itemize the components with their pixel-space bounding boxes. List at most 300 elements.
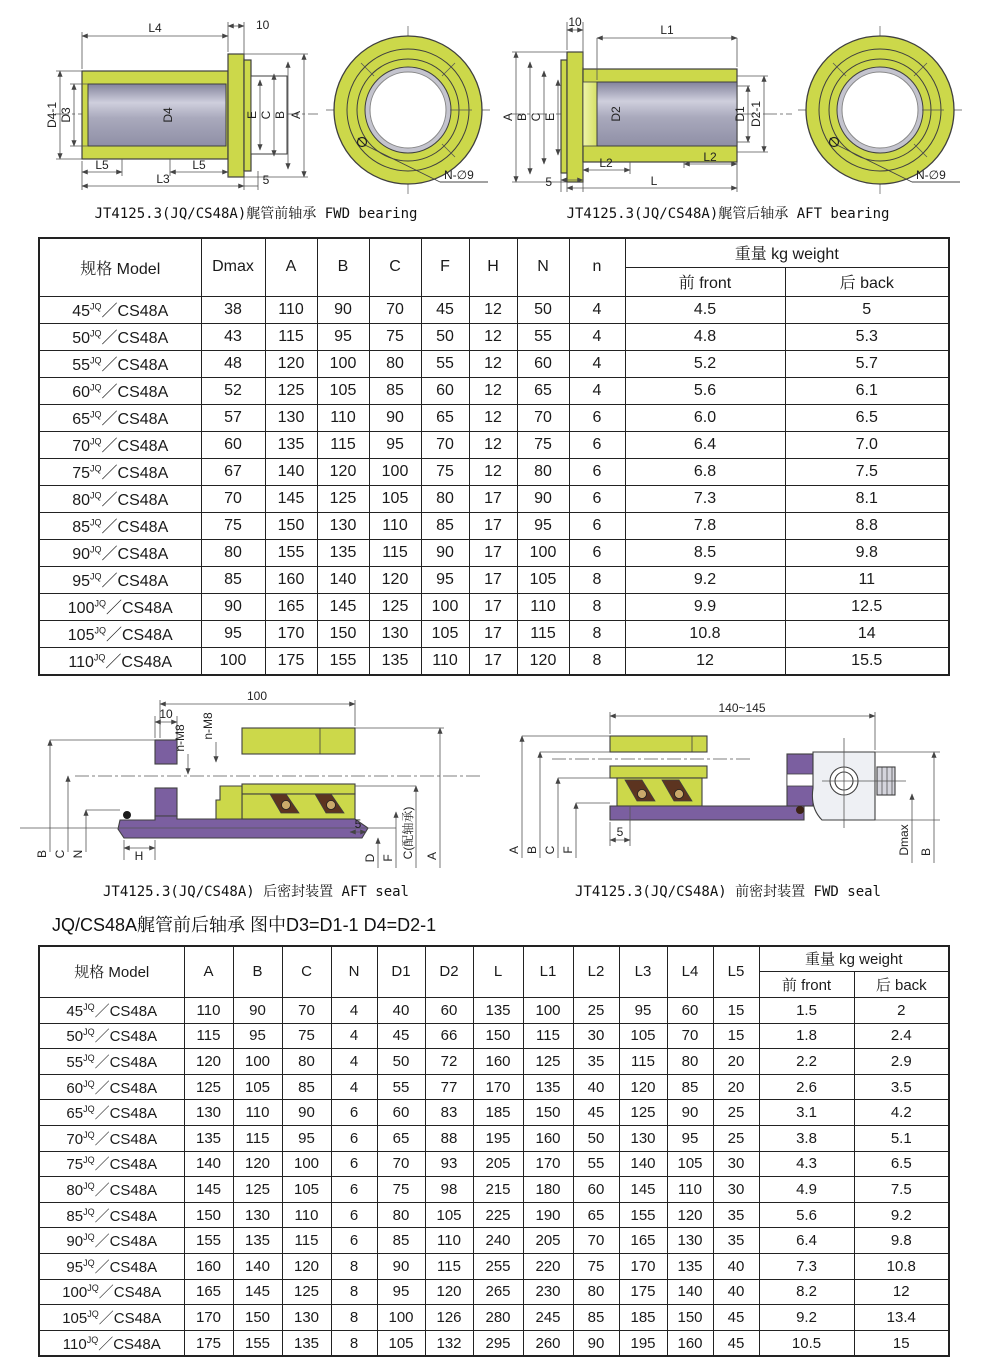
table-cell: 95	[517, 512, 569, 539]
table-cell: 135	[523, 1074, 573, 1100]
model-cell: $70^{JQ}/CS48A$	[39, 1125, 184, 1151]
table-cell: 110	[265, 296, 317, 323]
table-cell: 100	[282, 1151, 331, 1177]
model-cell: $90^{JQ}/CS48A$	[39, 1228, 184, 1254]
model-superscript: JQ	[83, 1104, 95, 1114]
table-cell: 135	[369, 647, 421, 675]
table-cell: 110	[282, 1202, 331, 1228]
table-cell: 35	[573, 1049, 619, 1075]
table-cell: 38	[201, 296, 265, 323]
table-cell: 135	[282, 1330, 331, 1356]
model-cell: $70^{JQ}/CS48A$	[39, 431, 201, 458]
table-cell: 4.8	[625, 323, 785, 350]
table-cell: 15	[713, 1023, 759, 1049]
table-cell: 8.8	[785, 512, 949, 539]
column-header: C	[282, 946, 331, 998]
model-cell: $90^{JQ}/CS48A$	[39, 539, 201, 566]
model-superscript: JQ	[90, 545, 102, 555]
table-cell: 9.8	[785, 539, 949, 566]
table-cell: 17	[469, 647, 517, 675]
weight-header: 重量 kg weight	[625, 238, 949, 267]
table-cell: 7.3	[625, 485, 785, 512]
front-header: 前 front	[759, 972, 854, 998]
table-cell: 105	[667, 1151, 713, 1177]
dim-label: B	[273, 111, 287, 119]
table-cell: 20	[713, 1049, 759, 1075]
table-cell: 17	[469, 539, 517, 566]
table-cell: 115	[184, 1023, 233, 1049]
table-cell: 105	[425, 1202, 473, 1228]
model-superscript: JQ	[90, 491, 102, 501]
model-superscript: JQ	[83, 1181, 95, 1191]
column-header: n	[569, 238, 625, 296]
table-cell: 60	[201, 431, 265, 458]
dim-label: B	[919, 847, 933, 855]
table-cell: 75	[421, 458, 469, 485]
table-cell: 125	[619, 1100, 667, 1126]
table-row	[39, 1279, 949, 1305]
table-cell: 8	[331, 1253, 377, 1279]
dim-label: 5	[545, 175, 552, 189]
table-cell: 6.1	[785, 377, 949, 404]
table-cell: 6	[569, 458, 625, 485]
aft-seal-drawing	[20, 688, 492, 874]
table-cell: 280	[473, 1305, 523, 1331]
table-cell: 12.5	[785, 593, 949, 620]
table-cell: 12	[469, 350, 517, 377]
table-cell: 80	[201, 539, 265, 566]
table-cell: 6.8	[625, 458, 785, 485]
top-drawings-row	[20, 14, 985, 223]
table-cell: 3.8	[759, 1125, 854, 1151]
table-cell: 185	[473, 1100, 523, 1126]
table-cell: 105	[317, 377, 369, 404]
table-cell: 65	[377, 1125, 425, 1151]
column-header: B	[233, 946, 282, 998]
model-cell: $85^{JQ}/CS48A$	[39, 1202, 184, 1228]
table-cell: 6	[331, 1202, 377, 1228]
table-cell: 105	[517, 566, 569, 593]
model-cell: $45^{JQ}/CS48A$	[39, 998, 184, 1024]
dim-label: 10	[568, 15, 582, 29]
table-cell: 12	[469, 296, 517, 323]
table-cell: 110	[369, 512, 421, 539]
table-row	[39, 1177, 949, 1203]
table-cell: 145	[184, 1177, 233, 1203]
table-cell: 220	[523, 1253, 573, 1279]
table-cell: 7.5	[854, 1177, 949, 1203]
table-cell: 52	[201, 377, 265, 404]
dim-label: A	[425, 851, 439, 859]
bearing-spec-table	[38, 237, 950, 676]
table-cell: 125	[282, 1279, 331, 1305]
table-cell: 80	[282, 1049, 331, 1075]
column-header: 规格 Model	[39, 946, 184, 998]
table-cell: 230	[523, 1279, 573, 1305]
table-cell: 5.3	[785, 323, 949, 350]
dim-label: L4	[148, 21, 162, 35]
table-cell: 160	[184, 1253, 233, 1279]
table-row	[39, 566, 949, 593]
table-cell: 90	[369, 404, 421, 431]
table-cell: 85	[421, 512, 469, 539]
table-cell: 2	[854, 998, 949, 1024]
table-cell: 10.8	[854, 1253, 949, 1279]
table-cell: 170	[265, 620, 317, 647]
table-cell: 110	[184, 998, 233, 1024]
table-cell: 4	[569, 377, 625, 404]
table-cell: 150	[473, 1023, 523, 1049]
dim-label: L5	[95, 158, 109, 172]
dim-label: F	[381, 854, 395, 861]
table-cell: 98	[425, 1177, 473, 1203]
table-cell: 175	[265, 647, 317, 675]
table-row	[39, 485, 949, 512]
model-superscript: JQ	[90, 302, 102, 312]
model-cell: $100^{JQ}/CS48A$	[39, 1279, 184, 1305]
table-cell: 6	[569, 404, 625, 431]
model-superscript: JQ	[90, 329, 102, 339]
table-cell: 95	[201, 620, 265, 647]
model-superscript: JQ	[90, 464, 102, 474]
table-cell: 120	[517, 647, 569, 675]
table-cell: 100	[377, 1305, 425, 1331]
table-cell: 3.1	[759, 1100, 854, 1126]
dim-label: D3	[59, 107, 73, 123]
dim-label: D2-1	[749, 101, 763, 127]
dim-label: A	[501, 113, 515, 121]
fwd-seal-block	[492, 688, 964, 901]
table-cell: 90	[317, 296, 369, 323]
table-cell: 8	[569, 620, 625, 647]
table-cell: 190	[523, 1202, 573, 1228]
table-cell: 93	[425, 1151, 473, 1177]
table-cell: 70	[369, 296, 421, 323]
dim-label: B	[515, 113, 529, 121]
table-cell: 45	[421, 296, 469, 323]
table-cell: 135	[317, 539, 369, 566]
table-cell: 50	[421, 323, 469, 350]
table-cell: 155	[619, 1202, 667, 1228]
model-cell: $105^{JQ}/CS48A$	[39, 620, 201, 647]
column-header: L1	[523, 946, 573, 998]
middle-drawings-row	[20, 688, 985, 901]
dim-label: C(配轴承)	[400, 806, 415, 859]
table-cell: 170	[473, 1074, 523, 1100]
table-cell: 4	[569, 296, 625, 323]
table-cell: 10.5	[759, 1330, 854, 1356]
table-cell: 170	[523, 1151, 573, 1177]
table-row	[39, 1330, 949, 1356]
model-cell: $55^{JQ}/CS48A$	[39, 350, 201, 377]
table-cell: 75	[573, 1253, 619, 1279]
column-header: B	[317, 238, 369, 296]
dim-label: C	[259, 110, 273, 119]
table-cell: 60	[517, 350, 569, 377]
table-cell: 45	[573, 1100, 619, 1126]
table-row	[39, 377, 949, 404]
aft-seal-caption: JT4125.3(JQ/CS48A) 后密封装置 AFT seal	[20, 881, 492, 901]
table-cell: 75	[377, 1177, 425, 1203]
table-cell: 105	[421, 620, 469, 647]
table-cell: 12	[469, 458, 517, 485]
table-cell: 120	[265, 350, 317, 377]
table-cell: 85	[573, 1305, 619, 1331]
table-cell: 4	[569, 350, 625, 377]
table-cell: 110	[233, 1100, 282, 1126]
table-cell: 8	[331, 1279, 377, 1305]
dim-label: F	[561, 846, 575, 853]
table-cell: 110	[317, 404, 369, 431]
model-superscript: JQ	[90, 410, 102, 420]
table-cell: 2.9	[854, 1049, 949, 1075]
table-cell: 115	[265, 323, 317, 350]
model-cell: $80^{JQ}/CS48A$	[39, 485, 201, 512]
table-row	[39, 1074, 949, 1100]
table-cell: 4	[331, 998, 377, 1024]
dim-label: A	[507, 845, 521, 853]
dim-label: C	[53, 849, 67, 858]
weight-header: 重量 kg weight	[759, 946, 949, 972]
table-cell: 17	[469, 512, 517, 539]
model-cell: $80^{JQ}/CS48A$	[39, 1177, 184, 1203]
column-header: N	[331, 946, 377, 998]
table-cell: 125	[317, 485, 369, 512]
table-cell: 70	[573, 1228, 619, 1254]
table-cell: 15.5	[785, 647, 949, 675]
table-cell: 9.9	[625, 593, 785, 620]
table-cell: 105	[369, 485, 421, 512]
table-cell: 110	[421, 647, 469, 675]
table-cell: 50	[517, 296, 569, 323]
table-cell: 43	[201, 323, 265, 350]
table-cell: 17	[469, 620, 517, 647]
model-cell: $60^{JQ}/CS48A$	[39, 1074, 184, 1100]
table-cell: 115	[282, 1228, 331, 1254]
table-cell: 165	[184, 1279, 233, 1305]
table-cell: 195	[619, 1330, 667, 1356]
table-cell: 130	[184, 1100, 233, 1126]
dim-label: 10	[256, 18, 270, 32]
table-cell: 150	[184, 1202, 233, 1228]
table-cell: 140	[233, 1253, 282, 1279]
column-header: 规格 Model	[39, 238, 201, 296]
table-cell: 115	[233, 1125, 282, 1151]
model-cell: $50^{JQ}/CS48A$	[39, 1023, 184, 1049]
table-row	[39, 1049, 949, 1075]
table-cell: 55	[421, 350, 469, 377]
table-cell: 135	[667, 1253, 713, 1279]
model-superscript: JQ	[87, 1283, 99, 1293]
table-cell: 150	[233, 1305, 282, 1331]
table-cell: 7.0	[785, 431, 949, 458]
model-superscript: JQ	[90, 572, 102, 582]
model-cell: $110^{JQ}/CS48A$	[39, 1330, 184, 1356]
table-cell: 90	[573, 1330, 619, 1356]
table-cell: 120	[317, 458, 369, 485]
table-row	[39, 512, 949, 539]
dim-label: 10	[159, 707, 173, 721]
model-superscript: JQ	[83, 1232, 95, 1242]
table-row	[39, 539, 949, 566]
table-cell: 126	[425, 1305, 473, 1331]
table-cell: 67	[201, 458, 265, 485]
table-cell: 95	[317, 323, 369, 350]
dim-label: L	[651, 174, 658, 188]
table-cell: 135	[184, 1125, 233, 1151]
table-cell: 95	[619, 998, 667, 1024]
table-cell: 40	[573, 1074, 619, 1100]
table-cell: 140	[184, 1151, 233, 1177]
table-cell: 12	[469, 323, 517, 350]
column-header: N	[517, 238, 569, 296]
table-cell: 12	[854, 1279, 949, 1305]
table-cell: 4.3	[759, 1151, 854, 1177]
table-cell: 75	[201, 512, 265, 539]
dim-label: H	[135, 849, 144, 863]
back-header: 后 back	[785, 267, 949, 296]
table-cell: 155	[317, 647, 369, 675]
dim-label: E	[245, 111, 259, 119]
table-cell: 125	[184, 1074, 233, 1100]
table-cell: 9.2	[854, 1202, 949, 1228]
table-cell: 14	[785, 620, 949, 647]
table-cell: 70	[667, 1023, 713, 1049]
fwd-seal-caption: JT4125.3(JQ/CS48A) 前密封装置 FWD seal	[492, 881, 964, 901]
dim-label: D	[363, 853, 377, 862]
table-cell: 105	[619, 1023, 667, 1049]
dim-label: L2	[703, 150, 717, 164]
table-cell: 13.4	[854, 1305, 949, 1331]
table-cell: 205	[473, 1151, 523, 1177]
table-cell: 90	[201, 593, 265, 620]
dim-label: L1	[660, 23, 674, 37]
table-cell: 15	[854, 1330, 949, 1356]
fwd-bearing-caption: JT4125.3(JQ/CS48A)艉管前轴承 FWD bearing	[20, 203, 492, 223]
table-cell: 6	[569, 512, 625, 539]
table-cell: 6	[569, 431, 625, 458]
model-cell: $105^{JQ}/CS48A$	[39, 1305, 184, 1331]
model-cell: $65^{JQ}/CS48A$	[39, 1100, 184, 1126]
table-cell: 30	[713, 1177, 759, 1203]
table-cell: 45	[713, 1305, 759, 1331]
table-cell: 88	[425, 1125, 473, 1151]
table-cell: 4.2	[854, 1100, 949, 1126]
model-cell: $95^{JQ}/CS48A$	[39, 1253, 184, 1279]
table-cell: 165	[265, 593, 317, 620]
aft-bearing-caption: JT4125.3(JQ/CS48A)艉管后轴承 AFT bearing	[492, 203, 964, 223]
table-row	[39, 1125, 949, 1151]
dim-label: N-∅9	[444, 168, 474, 182]
table-cell: 55	[573, 1151, 619, 1177]
table-cell: 100	[369, 458, 421, 485]
dim-label: Dmax	[897, 824, 911, 855]
table-row	[39, 1253, 949, 1279]
table-cell: 140	[317, 566, 369, 593]
model-cell: $65^{JQ}/CS48A$	[39, 404, 201, 431]
table-row	[39, 998, 949, 1024]
table-cell: 245	[523, 1305, 573, 1331]
front-header: 前 front	[625, 267, 785, 296]
table-cell: 175	[619, 1279, 667, 1305]
table-cell: 6	[331, 1228, 377, 1254]
table-cell: 80	[377, 1202, 425, 1228]
table-cell: 85	[377, 1228, 425, 1254]
table-cell: 70	[421, 431, 469, 458]
table-cell: 12	[469, 377, 517, 404]
table-cell: 130	[369, 620, 421, 647]
model-superscript: JQ	[90, 356, 102, 366]
dim-label: A	[289, 111, 303, 119]
table-cell: 180	[523, 1177, 573, 1203]
table-row	[39, 1305, 949, 1331]
table-cell: 50	[573, 1125, 619, 1151]
model-cell: $75^{JQ}/CS48A$	[39, 1151, 184, 1177]
table-row	[39, 1023, 949, 1049]
dim-label: n-M8	[173, 724, 187, 752]
table-cell: 77	[425, 1074, 473, 1100]
table-cell: 12	[625, 647, 785, 675]
table-cell: 9.8	[854, 1228, 949, 1254]
model-cell: $85^{JQ}/CS48A$	[39, 512, 201, 539]
table-cell: 60	[667, 998, 713, 1024]
table-cell: 2.4	[854, 1023, 949, 1049]
table-cell: 5.1	[854, 1125, 949, 1151]
table-cell: 65	[573, 1202, 619, 1228]
table-cell: 60	[377, 1100, 425, 1126]
table-cell: 125	[265, 377, 317, 404]
column-header: L	[473, 946, 523, 998]
column-header: Dmax	[201, 238, 265, 296]
table-cell: 255	[473, 1253, 523, 1279]
table-cell: 6	[331, 1125, 377, 1151]
table-row	[39, 296, 949, 323]
column-header: A	[184, 946, 233, 998]
table-cell: 115	[619, 1049, 667, 1075]
table-cell: 70	[282, 998, 331, 1024]
table-cell: 95	[233, 1023, 282, 1049]
table-cell: 25	[713, 1125, 759, 1151]
table-cell: 135	[265, 431, 317, 458]
table-cell: 8	[569, 647, 625, 675]
table-cell: 215	[473, 1177, 523, 1203]
table-cell: 9.2	[625, 566, 785, 593]
table-cell: 75	[517, 431, 569, 458]
table-cell: 66	[425, 1023, 473, 1049]
model-cell: $95^{JQ}/CS48A$	[39, 566, 201, 593]
table-row	[39, 458, 949, 485]
table-cell: 140	[265, 458, 317, 485]
table-cell: 110	[667, 1177, 713, 1203]
table-cell: 120	[619, 1074, 667, 1100]
model-cell: $50^{JQ}/CS48A$	[39, 323, 201, 350]
table-cell: 70	[517, 404, 569, 431]
column-header: L5	[713, 946, 759, 998]
table-cell: 80	[517, 458, 569, 485]
aft-seal-block	[20, 688, 492, 901]
table-cell: 90	[233, 998, 282, 1024]
table-cell: 155	[184, 1228, 233, 1254]
table-cell: 4	[569, 323, 625, 350]
column-header: L3	[619, 946, 667, 998]
model-superscript: JQ	[83, 1130, 95, 1140]
table-cell: 95	[377, 1279, 425, 1305]
table-cell: 115	[425, 1253, 473, 1279]
table-cell: 105	[377, 1330, 425, 1356]
table-cell: 30	[573, 1023, 619, 1049]
table-cell: 75	[282, 1023, 331, 1049]
table-cell: 100	[201, 647, 265, 675]
